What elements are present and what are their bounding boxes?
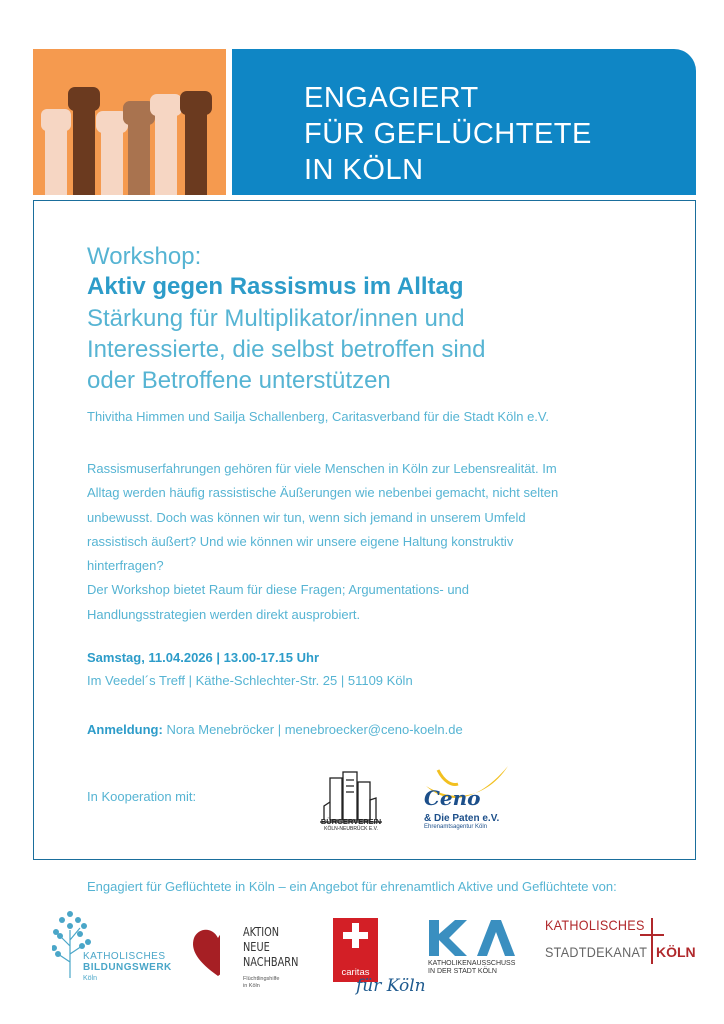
workshop-subtitle — [87, 303, 485, 396]
ann-line: AKTION — [243, 924, 280, 939]
bildungswerk-tree-icon — [52, 906, 182, 986]
bildungswerk-line3: Köln — [83, 975, 98, 982]
description-line: rassistisch äußert? Und wie können wir unsere eigene Haltung konstruktiv — [87, 533, 514, 549]
description-line: unbewusst. Doch was können wir tun, wenn sich jemand in unserem Umfeld — [87, 509, 526, 525]
header-title-line: ENGAGIERT — [304, 82, 479, 114]
buergerverein-sub: KÖLN-NEUBRÜCK E.V. — [324, 826, 378, 832]
heart-icon — [190, 924, 246, 980]
aktion-neue-nachbarn-sub — [243, 976, 279, 989]
registration — [87, 721, 463, 739]
bildungswerk-line1: KATHOLISCHES — [83, 951, 166, 962]
header-title — [304, 80, 592, 188]
ceno-sub2: Ehrenamtsagentur Köln — [424, 824, 488, 830]
header-title-line: FÜR GEFLÜCHTETE — [304, 118, 592, 150]
header-fists-image — [33, 49, 226, 195]
workshop-title: Aktiv gegen Rassismus im Alltag — [87, 273, 464, 300]
subtitle-line: Stärkung für Multiplikator/innen und — [87, 305, 465, 332]
ka-line1: KATHOLIKENAUSSCHUSS — [428, 960, 516, 967]
bildungswerk-line2: BILDUNGSWERK — [83, 962, 172, 973]
cooperation-label: In Kooperation mit: — [87, 789, 197, 804]
registration-label: Anmeldung: — [87, 722, 163, 737]
stadtdekanat-line3: KÖLN — [656, 944, 696, 960]
footer-text: Engagiert für Geflüchtete in Köln – ein Angebot für ehrenamtlich Aktive und Geflüchtete von: — [87, 879, 617, 894]
workshop-label: Workshop: — [87, 243, 202, 270]
ka-logo-icon — [425, 918, 515, 958]
subtitle-line: oder Betroffene unterstützen — [87, 367, 391, 394]
caritas-cross-icon — [343, 923, 368, 948]
buergerverein-name: BÜRGERVEREIN — [320, 817, 382, 826]
description-line: Alltag werden häufig rassistische Äußerungen wie nebenbei gemacht, nicht selten — [87, 485, 559, 501]
raised-fists-icon — [33, 49, 226, 195]
stadtdekanat-line2: STADTDEKANAT — [545, 944, 648, 960]
ceno-name: Ceno — [424, 786, 481, 810]
stadtdekanat-line1: KATHOLISCHES — [545, 917, 645, 933]
aktion-neue-nachbarn-name — [243, 924, 298, 969]
header-title-line: IN KÖLN — [304, 154, 424, 186]
description-line: Rassismuserfahrungen gehören für viele Menschen in Köln zur Lebensrealität. Im — [87, 461, 557, 476]
description-line: Der Workshop bietet Raum für diese Fragen; Argumentations- und — [87, 582, 470, 598]
event-date: Samstag, 11.04.2026 | 13.00-17.15 Uhr — [87, 650, 320, 665]
ka-line2: IN DER STADT KÖLN — [428, 968, 497, 975]
description — [87, 457, 558, 627]
description-line: hinterfragen? — [87, 558, 164, 574]
registration-contact[interactable]: Nora Menebröcker | menebroecker@ceno-koeln.de — [166, 722, 463, 737]
ann-sub-line: in Köln — [243, 982, 260, 989]
ann-line: NEUE — [243, 939, 270, 954]
speakers: Thivitha Himmen und Sailja Schallenberg, Caritasverband für die Stadt Köln e.V. — [87, 409, 549, 424]
ceno-sub: & Die Paten e.V. — [424, 813, 500, 824]
description-line: Handlungsstrategien werden direkt ausprobiert. — [87, 606, 361, 622]
event-venue: Im Veedel´s Treff | Käthe-Schlechter-Str. 25 | 51109 Köln — [87, 673, 413, 688]
caritas-label: caritas — [341, 967, 370, 978]
subtitle-line: Interessierte, die selbst betroffen sind — [87, 336, 486, 363]
caritas-fuer-koeln: für Köln — [356, 976, 426, 996]
ann-line: NACHBARN — [243, 954, 299, 969]
ann-sub-line: Flüchtlingshilfe — [243, 976, 280, 982]
